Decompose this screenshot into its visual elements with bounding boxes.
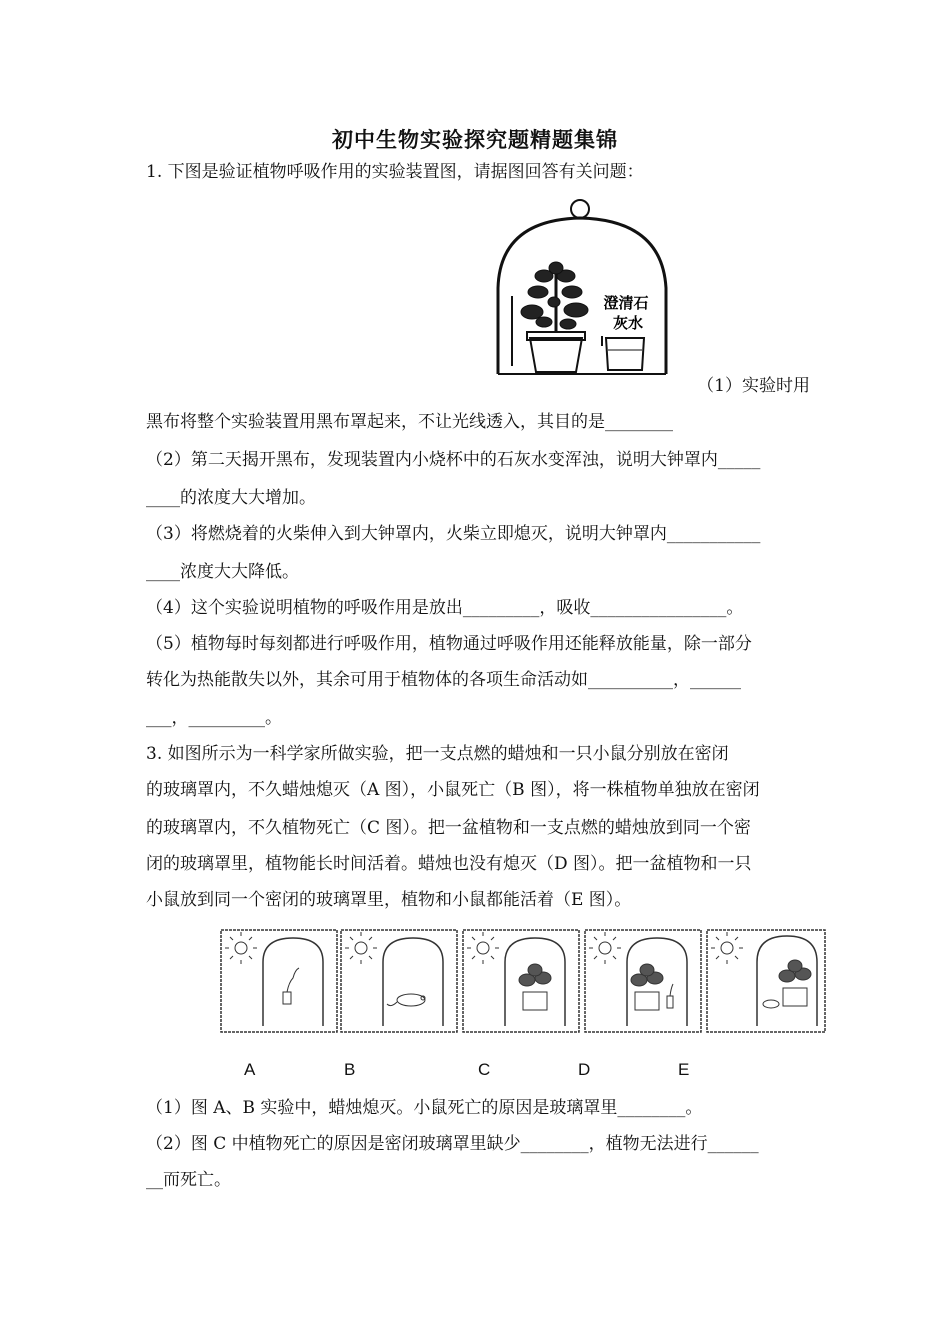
plant-and-candle-icon [631,964,673,1010]
q1-part2-b: ____的浓度大大增加。 [146,488,316,508]
bell-jar-figure [494,196,678,376]
panel-label-b: B [344,1060,356,1079]
panel-d [585,930,701,1032]
panel-a [221,930,337,1032]
question-1-intro: 1. 下图是验证植物呼吸作用的实验装置图，请据图回答有关问题： [146,162,644,182]
plant-and-mouse-icon [763,960,811,1008]
panel-e [707,930,825,1032]
q3-text-2: 的玻璃罩内，不久蜡烛熄灭（A 图），小鼠死亡（B 图），将一株植物单独放在密闭 [146,780,760,800]
panel-label-c: C [478,1060,491,1079]
sun-icon [225,932,257,964]
q3-part1: （1）图 A、B 实验中，蜡烛熄灭。小鼠死亡的原因是玻璃罩里________。 [146,1098,703,1118]
experiment-panels-figure [219,926,829,1036]
limewater-label-line2: 灰水 [612,314,644,332]
limewater-label-line1: 澄清石 [603,294,649,312]
q3-text-4: 闭的玻璃罩里，植物能长时间活着。蜡烛也没有熄灭（D 图）。把一盆植物和一只 [146,854,752,874]
sun-icon [467,932,499,964]
q3-part2-b: __而死亡。 [146,1170,231,1190]
limewater-beaker [606,338,644,370]
sun-icon [589,932,621,964]
flower-pot [530,338,582,372]
plant [521,262,588,332]
plant-pot-icon [519,964,551,1010]
q1-part4: （4）这个实验说明植物的呼吸作用是放出_________，吸收________________。 [146,598,744,618]
panel-label-d: D [578,1060,591,1079]
q1-part3-b: ____浓度大大降低。 [146,562,299,582]
q3-text-5: 小鼠放到同一个密闭的玻璃罩里，植物和小鼠都能活着（E 图）。 [146,890,632,910]
panel-c [463,930,579,1032]
q1-part1-b: 黑布将整个实验装置用黑布罩起来，不让光线透入，其目的是________ [146,412,673,432]
mouse-icon [387,994,425,1006]
q1-part1-a: （1）实验时用 [697,376,810,396]
q1-part5-a: （5）植物每时每刻都进行呼吸作用，植物通过呼吸作用还能释放能量，除一部分 [146,634,752,654]
candle-icon [283,968,299,1004]
sun-icon [345,932,377,964]
q1-part5-b: 转化为热能散失以外，其余可用于植物体的各项生命活动如__________，______ [146,670,741,690]
q1-part3-a: （3）将燃烧着的火柴伸入到大钟罩内，火柴立即熄灭，说明大钟罩内___________ [146,524,761,544]
page-title: 初中生物实验探究题精题集锦 [332,128,618,152]
panel-label-e: E [678,1060,690,1079]
q1-part5-c: ___，_________。 [146,708,282,728]
q3-text-3: 的玻璃罩内，不久植物死亡（C 图）。把一盆植物和一支点燃的蜡烛放到同一个密 [146,818,751,838]
sun-icon [711,932,743,964]
bell-jar-knob [571,200,589,218]
q3-part2-a: （2）图 C 中植物死亡的原因是密闭玻璃罩里缺少________，植物无法进行______ [146,1134,759,1154]
q3-text-1: 3. 如图所示为一科学家所做实验，把一支点燃的蜡烛和一只小鼠分别放在密闭 [146,744,729,764]
panel-label-a: A [244,1060,256,1079]
panel-b [341,930,457,1032]
q1-part2-a: （2）第二天揭开黑布，发现装置内小烧杯中的石灰水变浑浊，说明大钟罩内_____ [146,450,761,470]
